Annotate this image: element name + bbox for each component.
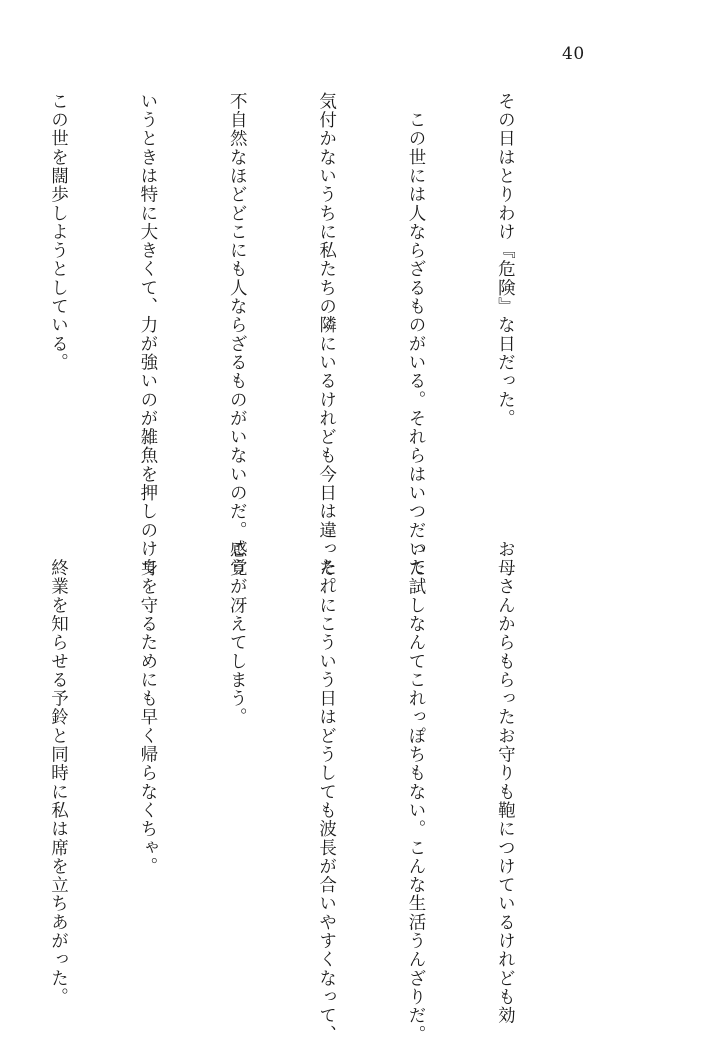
page-number: 40	[562, 44, 585, 64]
text-line: それにこういう日はどうしても波長が合いやすくなって、	[316, 540, 337, 1044]
text-line: この世には人ならざるものがいる。それらはいつだって	[406, 92, 427, 577]
text-line: 身を守るためにも早く帰らなくちゃ。	[137, 540, 158, 876]
text-line: 不自然なほどどこにも人ならざるものがいないのだ。こう	[227, 92, 248, 577]
text-line: お母さんからもらったお守りも鞄につけているけれども効	[495, 540, 516, 1025]
text-line: 終業を知らせる予鈴と同時に私は席を立ちあがった。	[48, 540, 69, 1007]
text-line: いた試しなんてこれっぽちもない。こんな生活うんざりだ。	[406, 540, 427, 1044]
text-block-top	[0, 92, 579, 596]
text-line: 気付かないうちに私たちの隣にいるけれども今日は違った。	[316, 92, 337, 596]
text-line: いうときは特に大きくて、力が強いのが雑魚を押しのけて	[137, 92, 158, 577]
text-block-bottom	[0, 540, 579, 1044]
text-line: この世を闊歩しようとしている。	[48, 92, 69, 372]
text-line: その日はとりわけ『危険』な日だった。	[495, 92, 516, 428]
text-line: 感覚が冴えてしまう。	[227, 540, 248, 727]
